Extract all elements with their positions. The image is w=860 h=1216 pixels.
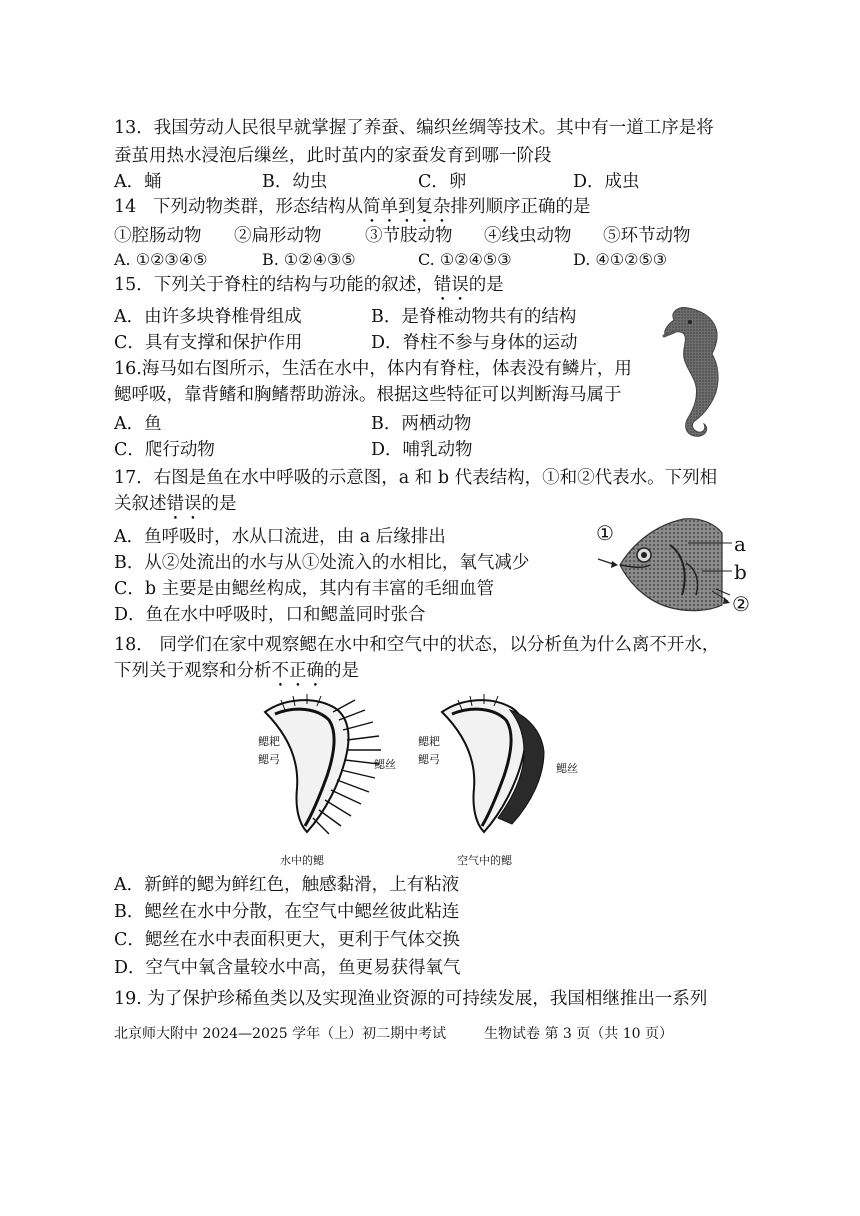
q15-option-d: D．脊柱不参与身体的运动 [371, 333, 578, 353]
q14-group-5: ⑤环节动物 [603, 226, 691, 246]
gill-water-label-arch: 鳃弓 [258, 753, 280, 766]
footer-page-info: 生物试卷 第 3 页（共 10 页） [484, 1026, 673, 1042]
q14-stem-text: 下列动物类群，形态结构从 [152, 197, 363, 217]
q17-stem-line1: 17．右图是鱼在水中呼吸的示意图，a 和 b 代表结构，①和②代表水。下列相 [114, 468, 718, 488]
q16-option-a: A．鱼 [114, 414, 162, 434]
gill-air-caption: 空气中的鳃 [457, 854, 512, 867]
q15-stem-text: 15．下列关于脊柱的结构与功能的叙述， [114, 275, 434, 295]
q16-option-b: B．两栖动物 [371, 414, 472, 434]
q18-stem-tail: 的是 [324, 661, 359, 681]
gill-air-label-rakers: 鳃耙 [418, 735, 440, 748]
q15-option-a: A．由许多块脊椎骨组成 [114, 307, 302, 327]
q16-option-d: D．哺乳动物 [371, 440, 473, 460]
q14-stem-tail: 排列顺序正确的是 [450, 197, 591, 217]
fish-label-a: a [734, 532, 746, 556]
q18-stem-emphasis: 不正确 [271, 661, 324, 681]
q14-option-c: C. ①②④⑤③ [418, 250, 512, 269]
q14-option-a: A. ①②③④⑤ [114, 250, 208, 269]
q13-stem-line1: 13．我国劳动人民很早就掌握了养蚕、编织丝绸等技术。其中有一道工序是将 [114, 118, 714, 138]
q13-stem-line2: 蚕茧用热水浸泡后缫丝，此时茧内的家蚕发育到哪一阶段 [114, 146, 552, 166]
fish-label-water-out: ② [732, 592, 750, 616]
q19-stem-line1: 19. 为了保护珍稀鱼类以及实现渔业资源的可持续发展，我国相继推出一系列 [114, 989, 708, 1009]
q15-option-c: C．具有支撑和保护作用 [114, 333, 303, 353]
q13-option-b: B．幼虫 [262, 172, 328, 192]
gill-air-label-arch: 鳃弓 [418, 753, 440, 766]
gill-water-label-filaments: 鳃丝 [374, 758, 396, 771]
q17-stem-tail: 的是 [201, 494, 237, 514]
q13-option-d: D．成虫 [573, 172, 640, 192]
q17-option-b: B．从②处流出的水与从①处流入的水相比，氧气减少 [114, 553, 530, 573]
q14-group-2: ②扁形动物 [234, 226, 322, 246]
q14-stem-emphasis: 简单到复杂 [362, 197, 451, 217]
gill-in-air-figure [432, 692, 562, 842]
q17-option-d: D．鱼在水中呼吸时，口和鳃盖同时张合 [114, 605, 426, 625]
q16-stem-line2: 鳃呼吸，靠背鳍和胸鳍帮助游泳。根据这些特征可以判断海马属于 [114, 385, 622, 405]
q15-stem-tail: 的是 [468, 275, 504, 295]
q18-stem-line2 [114, 659, 359, 691]
q18-stem-line1: 18． 同学们在家中观察鳃在水中和空气中的状态，以分析鱼为什么离不开水， [114, 635, 720, 655]
q14-option-d: D. ④①②⑤③ [573, 250, 668, 269]
q13-option-a: A．蛹 [114, 172, 162, 192]
q14-number: 14 [114, 197, 137, 217]
q18-option-d: D．空气中氧含量较水中高，鱼更易获得氧气 [114, 958, 461, 978]
q17-option-a: A．鱼呼吸时，水从口流进，由 a 后缘排出 [114, 527, 446, 547]
q15-option-b: B．是脊椎动物共有的结构 [371, 307, 577, 327]
q18-option-a: A．新鲜的鳃为鲜红色，触感黏滑，上有粘液 [114, 875, 460, 895]
q18-stem-text: 下列关于观察和分析 [114, 661, 272, 681]
q16-stem-line1: 16.海马如右图所示，生活在水中，体内有脊柱，体表没有鳞片，用 [114, 359, 632, 379]
fish-label-water-in: ① [596, 521, 614, 545]
q17-stem-line2 [114, 492, 237, 524]
gill-in-water-figure [255, 692, 385, 842]
q14-group-1: ①腔肠动物 [114, 226, 202, 246]
q15-stem [114, 273, 504, 305]
q17-stem-emphasis: 错误 [166, 494, 202, 514]
q14-group-4: ④线虫动物 [484, 226, 572, 246]
q17-stem-text: 关叙述 [114, 494, 167, 514]
seahorse-figure [660, 302, 736, 438]
footer-school-exam: 北京师大附中 2024—2025 学年（上）初二期中考试 [114, 1026, 447, 1042]
gill-water-caption: 水中的鳃 [280, 854, 324, 867]
q14-stem [114, 195, 590, 227]
gill-water-label-rakers: 鳃耙 [258, 735, 280, 748]
q13-option-c: C．卵 [418, 172, 467, 192]
fish-label-b: b [734, 560, 747, 584]
q15-stem-emphasis: 错误 [433, 275, 469, 295]
q14-group-3: ③节肢动物 [365, 226, 453, 246]
q18-option-b: B．鳃丝在水中分散，在空气中鳃丝彼此粘连 [114, 902, 460, 922]
q17-option-c: C．b 主要是由鳃丝构成，其内有丰富的毛细血管 [114, 579, 495, 599]
gill-air-label-filaments: 鳃丝 [556, 762, 578, 775]
q18-option-c: C．鳃丝在水中表面积更大，更利于气体交换 [114, 930, 460, 950]
q16-option-c: C．爬行动物 [114, 440, 215, 460]
q14-option-b: B. ①②④③⑤ [262, 250, 356, 269]
